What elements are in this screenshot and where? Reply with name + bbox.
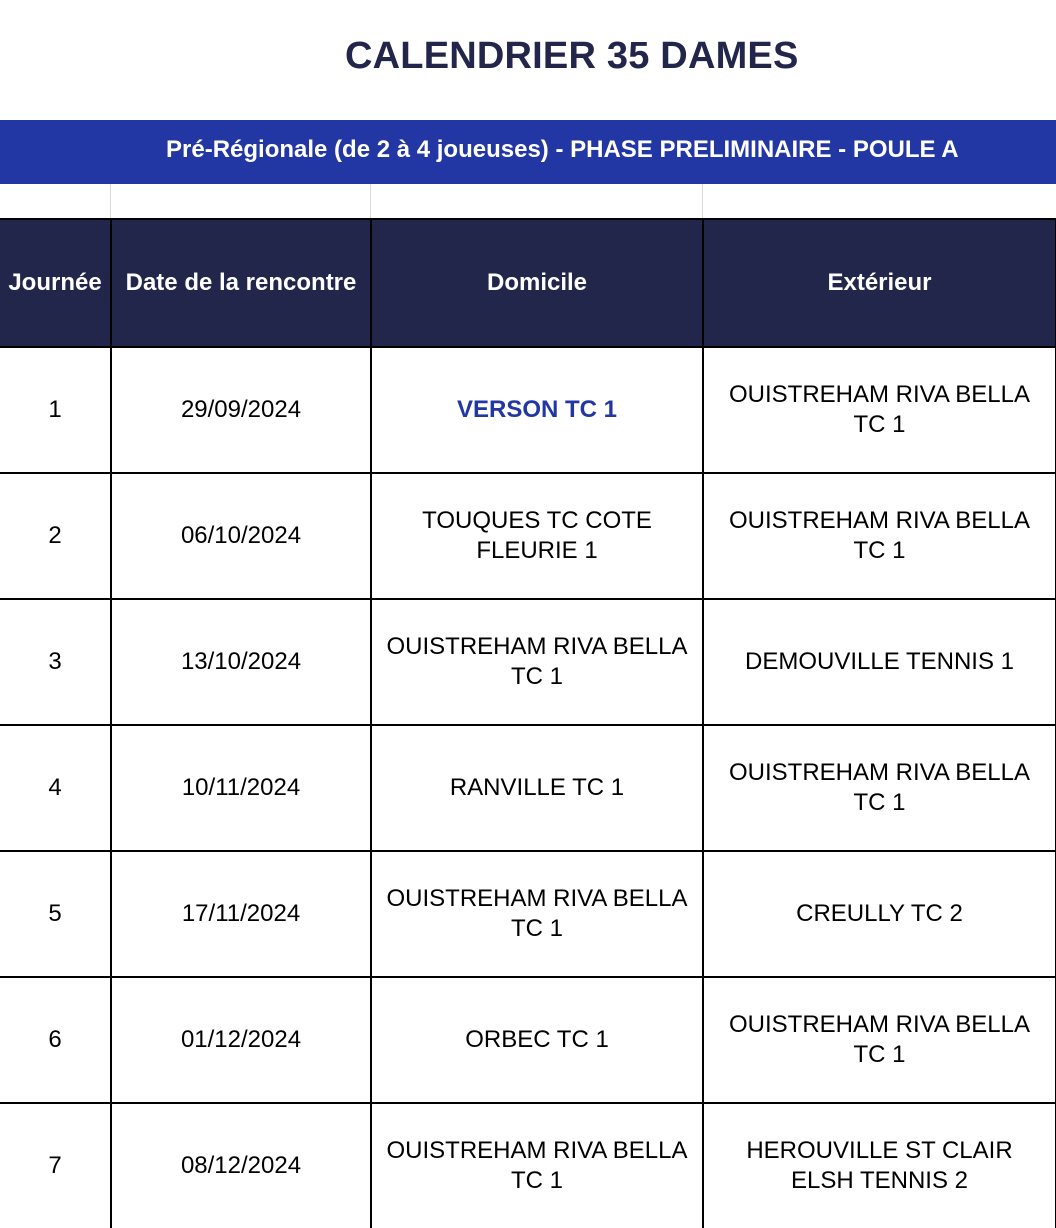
cell-exterieur: HEROUVILLE ST CLAIR ELSH TENNIS 2 xyxy=(703,1103,1056,1228)
table-row xyxy=(0,725,1056,851)
cell-domicile: VERSON TC 1 xyxy=(371,347,703,473)
table-row xyxy=(0,977,1056,1103)
cell-exterieur: OUISTREHAM RIVA BELLA TC 1 xyxy=(703,473,1056,599)
cell-date: 06/10/2024 xyxy=(111,473,371,599)
cell-journee: 7 xyxy=(0,1103,111,1228)
cell-journee: 4 xyxy=(0,725,111,851)
cell-date: 10/11/2024 xyxy=(111,725,371,851)
gridline xyxy=(702,184,703,218)
table-header-row xyxy=(0,219,1056,347)
cell-date: 01/12/2024 xyxy=(111,977,371,1103)
cell-exterieur: OUISTREHAM RIVA BELLA TC 1 xyxy=(703,725,1056,851)
cell-date: 29/09/2024 xyxy=(111,347,371,473)
cell-domicile: OUISTREHAM RIVA BELLA TC 1 xyxy=(371,1103,703,1228)
schedule-table xyxy=(0,218,1056,1228)
header-exterieur: Extérieur xyxy=(703,219,1056,347)
cell-domicile: TOUQUES TC COTE FLEURIE 1 xyxy=(371,473,703,599)
gridline xyxy=(110,184,111,218)
header-date: Date de la rencontre xyxy=(111,219,371,347)
cell-date: 13/10/2024 xyxy=(111,599,371,725)
table-row xyxy=(0,1103,1056,1228)
empty-grid-row xyxy=(0,184,1056,218)
table-row xyxy=(0,473,1056,599)
cell-journee: 6 xyxy=(0,977,111,1103)
table-row xyxy=(0,851,1056,977)
page-title-text: CALENDRIER 35 DAMES xyxy=(345,34,799,77)
header-journee: Journée xyxy=(0,219,111,347)
table-row xyxy=(0,599,1056,725)
gridline xyxy=(370,184,371,218)
cell-journee: 3 xyxy=(0,599,111,725)
cell-exterieur: DEMOUVILLE TENNIS 1 xyxy=(703,599,1056,725)
cell-date: 17/11/2024 xyxy=(111,851,371,977)
cell-journee: 2 xyxy=(0,473,111,599)
cell-domicile: RANVILLE TC 1 xyxy=(371,725,703,851)
cell-exterieur: CREULLY TC 2 xyxy=(703,851,1056,977)
cell-exterieur: OUISTREHAM RIVA BELLA TC 1 xyxy=(703,347,1056,473)
table-row xyxy=(0,347,1056,473)
cell-domicile: OUISTREHAM RIVA BELLA TC 1 xyxy=(371,599,703,725)
cell-journee: 5 xyxy=(0,851,111,977)
cell-domicile: ORBEC TC 1 xyxy=(371,977,703,1103)
cell-exterieur: OUISTREHAM RIVA BELLA TC 1 xyxy=(703,977,1056,1103)
division-banner: Pré-Régionale (de 2 à 4 joueuses) - PHASE PRELIMINAIRE - POULE A xyxy=(0,120,1056,184)
header-domicile: Domicile xyxy=(371,219,703,347)
cell-journee: 1 xyxy=(0,347,111,473)
page-title xyxy=(0,0,1056,120)
cell-domicile: OUISTREHAM RIVA BELLA TC 1 xyxy=(371,851,703,977)
cell-date: 08/12/2024 xyxy=(111,1103,371,1228)
